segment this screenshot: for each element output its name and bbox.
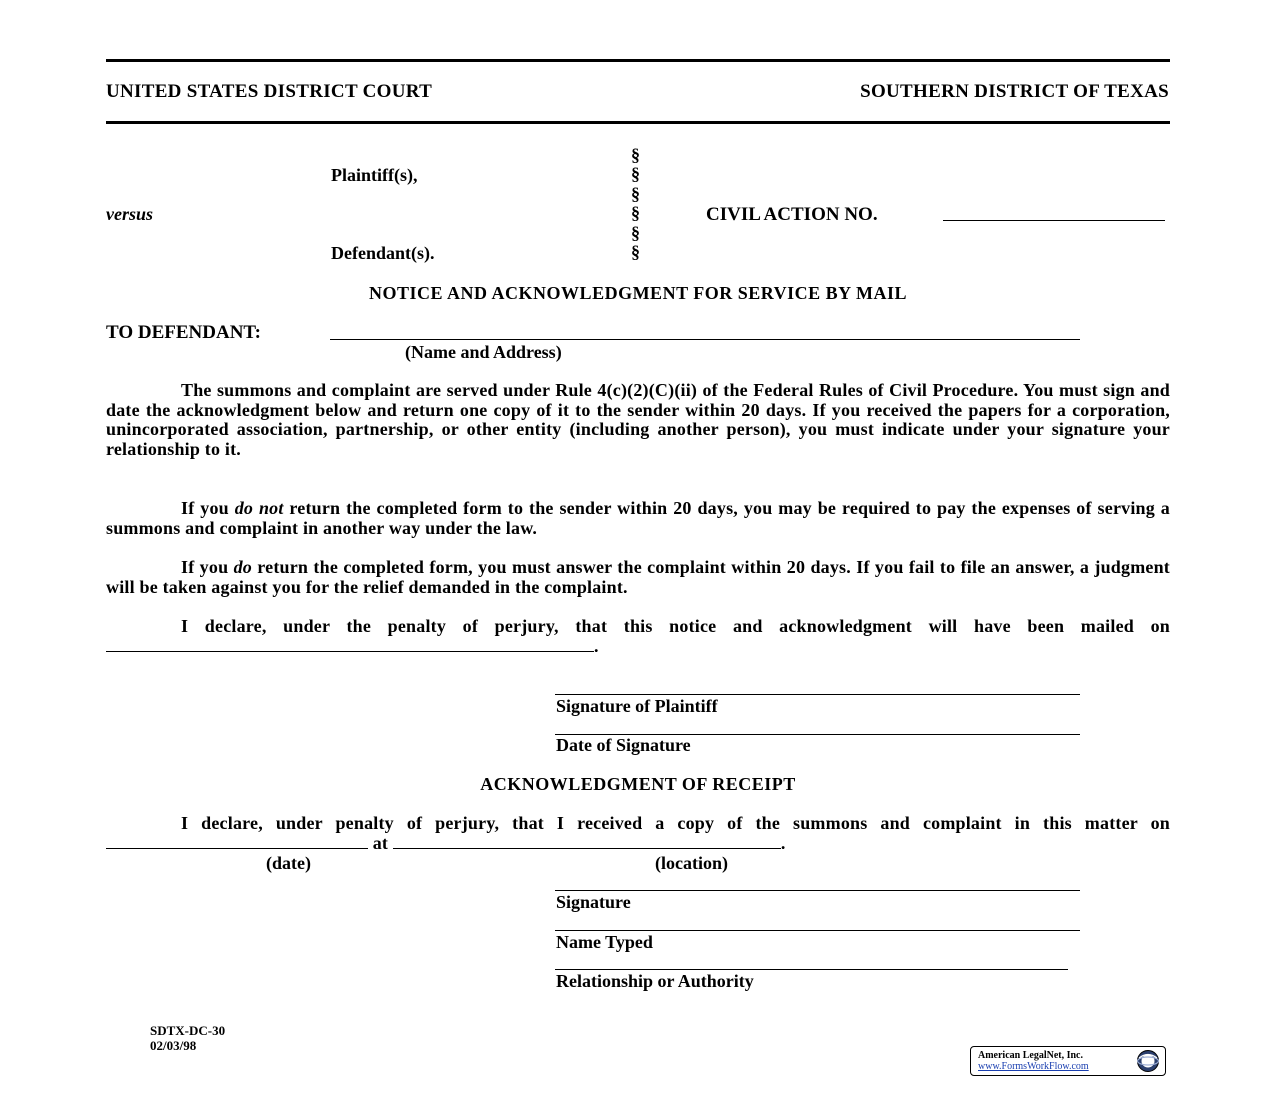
period: . bbox=[780, 832, 786, 853]
paragraph-text-a: If you bbox=[181, 557, 234, 577]
relationship-label: Relationship or Authority bbox=[556, 971, 754, 991]
defendant-name-address-field[interactable] bbox=[330, 323, 1080, 340]
globe-logo-icon bbox=[1135, 1049, 1161, 1073]
mailed-on-date-field[interactable] bbox=[106, 637, 594, 652]
section-symbol: § bbox=[631, 145, 640, 165]
name-address-caption: (Name and Address) bbox=[405, 342, 562, 362]
paragraph-text-a: If you bbox=[181, 498, 235, 518]
paragraph-text: The summons and complaint are served under Rule 4(c)(2)(C)(ii) of the Federal Rules of Civil Procedure. You must sign and date the acknowledgment below and return one copy of it to the sender within 20 days. If you received the papers for a corporation, unincorporated association, partnership, or other entity (including another person), you must indicate under your signature your relationship to it. bbox=[106, 380, 1170, 459]
paragraph-rule-service bbox=[106, 381, 1170, 459]
section-symbol: § bbox=[631, 242, 640, 262]
section-symbol: § bbox=[631, 223, 640, 243]
civil-action-number-field[interactable] bbox=[943, 204, 1165, 221]
section-symbol: § bbox=[631, 203, 640, 223]
form-date: 02/03/98 bbox=[150, 1038, 197, 1053]
paragraph-text-b: return the completed form to the sender within 20 days, you may be required to pay the expenses of serving a summons and complaint in another way under the law. bbox=[106, 498, 1170, 538]
top-rule bbox=[106, 59, 1170, 62]
signature-label: Signature bbox=[556, 892, 631, 912]
date-of-signature-field[interactable] bbox=[555, 718, 1080, 735]
date-of-signature-label: Date of Signature bbox=[556, 735, 691, 755]
section-symbol: § bbox=[631, 184, 640, 204]
at-word: at bbox=[372, 832, 389, 853]
court-name: UNITED STATES DISTRICT COURT bbox=[106, 81, 433, 102]
section-symbol: § bbox=[631, 164, 640, 184]
plaintiff-signature-field[interactable] bbox=[555, 678, 1080, 695]
location-caption: (location) bbox=[655, 853, 728, 873]
paragraph-do-return bbox=[106, 558, 1170, 597]
american-legalnet-badge[interactable] bbox=[970, 1046, 1166, 1076]
signature-field[interactable] bbox=[555, 874, 1080, 891]
date-caption: (date) bbox=[266, 853, 311, 873]
received-location-field[interactable] bbox=[393, 834, 781, 849]
signature-of-plaintiff-label: Signature of Plaintiff bbox=[556, 696, 718, 716]
to-defendant-label: TO DEFENDANT: bbox=[106, 322, 262, 343]
relationship-field[interactable] bbox=[555, 953, 1068, 970]
acknowledgment-heading: ACKNOWLEDGMENT OF RECEIPT bbox=[480, 774, 796, 794]
civil-action-label: CIVIL ACTION NO. bbox=[706, 204, 878, 225]
paragraph-text: I declare, under penalty of perjury, that I received a copy of the summons and complaint in this matter on bbox=[181, 813, 1170, 833]
acknowledgment-paragraph bbox=[106, 814, 1170, 853]
defendant-label: Defendant(s). bbox=[331, 243, 435, 263]
period: . bbox=[594, 635, 599, 656]
district-name: SOUTHERN DISTRICT OF TEXAS bbox=[860, 81, 1169, 102]
plaintiff-label: Plaintiff(s), bbox=[331, 165, 418, 185]
header-bottom-rule bbox=[106, 121, 1170, 124]
badge-company: American LegalNet, Inc. bbox=[978, 1050, 1083, 1061]
emphasis-do: do bbox=[233, 557, 252, 577]
paragraph-text: I declare, under the penalty of perjury, that this notice and acknowledgment will have been mailed on bbox=[181, 616, 1170, 636]
paragraph-declaration-mailed bbox=[106, 617, 1170, 656]
emphasis-do-not: do not bbox=[234, 498, 284, 518]
paragraph-text-b: return the completed form, you must answer the complaint within 20 days. If you fail to file an answer, a judgment will be taken against you for the relief demanded in the complaint. bbox=[106, 557, 1170, 597]
name-typed-field[interactable] bbox=[555, 914, 1080, 931]
versus-label: versus bbox=[106, 204, 154, 224]
notice-title: NOTICE AND ACKNOWLEDGMENT FOR SERVICE BY MAIL bbox=[369, 283, 907, 303]
received-date-field[interactable] bbox=[106, 834, 368, 849]
form-id: SDTX-DC-30 bbox=[150, 1023, 226, 1038]
name-typed-label: Name Typed bbox=[556, 932, 653, 952]
badge-url[interactable]: www.FormsWorkFlow.com bbox=[978, 1061, 1089, 1072]
paragraph-do-not-return bbox=[106, 499, 1170, 538]
